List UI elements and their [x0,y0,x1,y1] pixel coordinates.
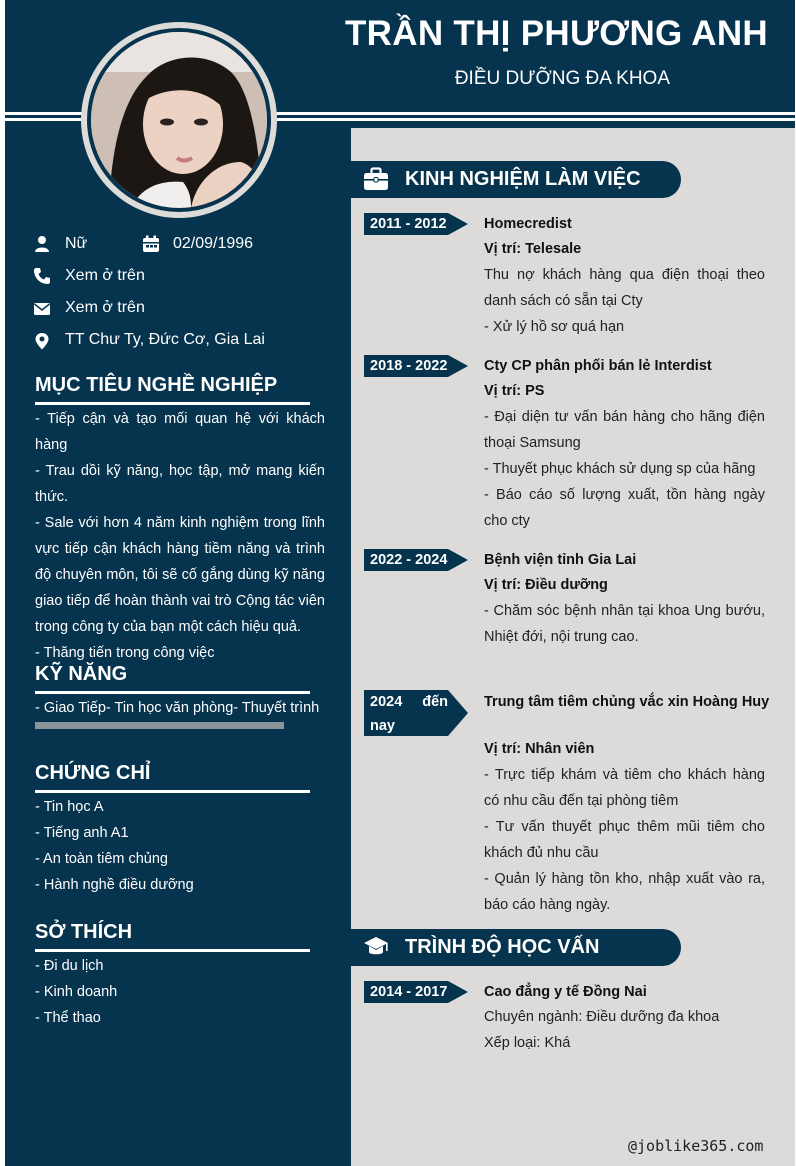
date-end: nay [370,718,395,734]
experience-line: - Trực tiếp khám và tiêm cho khách hàng có nhu cầu đến tại phòng tiêm [484,767,765,809]
objective-line: - Thăng tiến trong công việc [35,645,215,661]
experience-org: Cty CP phân phối bán lẻ Interdist [484,358,712,374]
list-item: - Thể thao [35,1010,101,1026]
objective-line: - Trau dồi kỹ năng, học tập, mở mang kiến thức. [35,463,325,505]
experience-date-badge: 2018 - 2022 [364,355,448,377]
objective-line: - Tiếp cận và tạo mối quan hệ với khách hàng [35,411,325,453]
spacer [484,714,765,736]
experience-date-badge: 2022 - 2024 [364,549,448,571]
experience-banner [351,161,681,198]
date-connector: đến [422,694,448,710]
avatar-photo-icon [91,32,267,208]
list-item: - Đi du lịch [35,958,104,974]
skills-text: - Giao Tiếp- Tin học văn phòng- Thuyết trình [35,700,320,716]
calendar-icon [142,235,160,253]
skills-underline [35,691,310,694]
experience-line: Thu nợ khách hàng qua điện thoại theo danh sách có sẵn tại Cty [484,267,765,309]
list-item: - An toàn tiêm chủng [35,851,168,867]
hobbies-underline [35,949,310,952]
candidate-title: ĐIỀU DƯỠNG ĐA KHOA [454,68,670,89]
hobbies-heading: SỞ THÍCH [35,921,133,943]
experience-line: - Quản lý hàng tồn kho, nhập xuất vào ra, báo cáo hàng ngày. [484,871,765,913]
education-grade: Xếp loại: Khá [484,1035,571,1051]
skill-level-bar [35,722,284,729]
education-banner [351,929,681,966]
watermark: @joblike365.com [628,1137,764,1155]
experience-line: - Thuyết phục khách sử dụng sp của hãng [484,461,756,477]
experience-entry [484,548,765,650]
experience-position: Vị trí: Telesale [484,241,582,257]
date-start: 2024 [370,694,403,710]
birthdate-value: 02/09/1996 [173,235,254,252]
experience-entry [484,690,770,918]
hobbies-list [35,953,325,1031]
experience-line: - Đại diện tư vấn bán hàng cho hãng điện thoại Samsung [484,409,765,451]
avatar [91,32,267,208]
email-value: Xem ở trên [65,299,145,316]
experience-line: - Báo cáo số lượng xuất, tồn hàng ngày cho cty [484,487,765,529]
objective-text [35,406,325,666]
candidate-name: TRẦN THỊ PHƯƠNG ANH [345,14,768,53]
experience-line: - Tư vấn thuyết phục thêm mũi tiêm cho khách đủ nhu cầu [484,819,765,861]
experience-position: Vị trí: PS [484,383,545,399]
certificates-underline [35,790,310,793]
experience-entry [484,354,765,534]
list-item: - Tiếng anh A1 [35,825,129,841]
experience-org: Bệnh viện tỉnh Gia Lai [484,552,637,568]
experience-line: - Chăm sóc bệnh nhân tại khoa Ung bướu, Nhiệt đới, nội trung cao. [484,603,765,645]
certificates-heading: CHỨNG CHỈ [35,762,151,784]
education-major: Chuyên ngành: Điều dưỡng đa khoa [484,1009,720,1025]
experience-org: Trung tâm tiêm chủng vắc xin Hoàng Huy [484,694,770,710]
education-heading: TRÌNH ĐỘ HỌC VẤN [405,936,600,958]
objective-line: - Sale với hơn 4 năm kinh nghiệm trong lĩnh vực tiếp cận khách hàng tiềm năng và trình độ chuyên môn, tôi sẽ cố gắng dùng kỹ năng giao tiếp để hoàn thành vai trò Cộng tác viên trong công ty của bạn một cách hiệu quả. [35,515,325,635]
experience-date-badge: 2011 - 2012 [364,213,448,235]
date-line [370,690,448,714]
gender-value: Nữ [65,235,88,252]
experience-position: Vị trí: Điều dưỡng [484,577,608,593]
list-item: - Tin học A [35,799,104,815]
education-entry [484,980,765,1056]
list-item: - Hành nghề điều dưỡng [35,877,194,893]
objective-heading: MỤC TIÊU NGHỀ NGHIỆP [35,374,278,396]
briefcase-icon [363,167,389,191]
certificates-list [35,794,325,898]
experience-position: Vị trí: Nhân viên [484,741,595,757]
objective-underline [35,402,310,405]
user-icon [33,235,51,253]
experience-date-badge [364,690,448,736]
phone-icon [33,267,51,285]
email-icon [33,300,51,318]
experience-org: Homecredist [484,216,572,232]
education-date-badge: 2014 - 2017 [364,981,448,1003]
phone-value: Xem ở trên [65,267,145,284]
experience-line: - Xử lý hồ sơ quá hạn [484,319,625,335]
experience-entry [484,212,765,340]
list-item: - Kinh doanh [35,984,118,1000]
education-school: Cao đẳng y tế Đồng Nai [484,984,647,1000]
experience-heading: KINH NGHIỆM LÀM VIỆC [405,168,641,190]
location-pin-icon [33,332,51,350]
graduation-cap-icon [363,935,389,959]
address-value: TT Chư Ty, Đức Cơ, Gia Lai [65,331,265,348]
skills-heading: KỸ NĂNG [35,663,128,685]
